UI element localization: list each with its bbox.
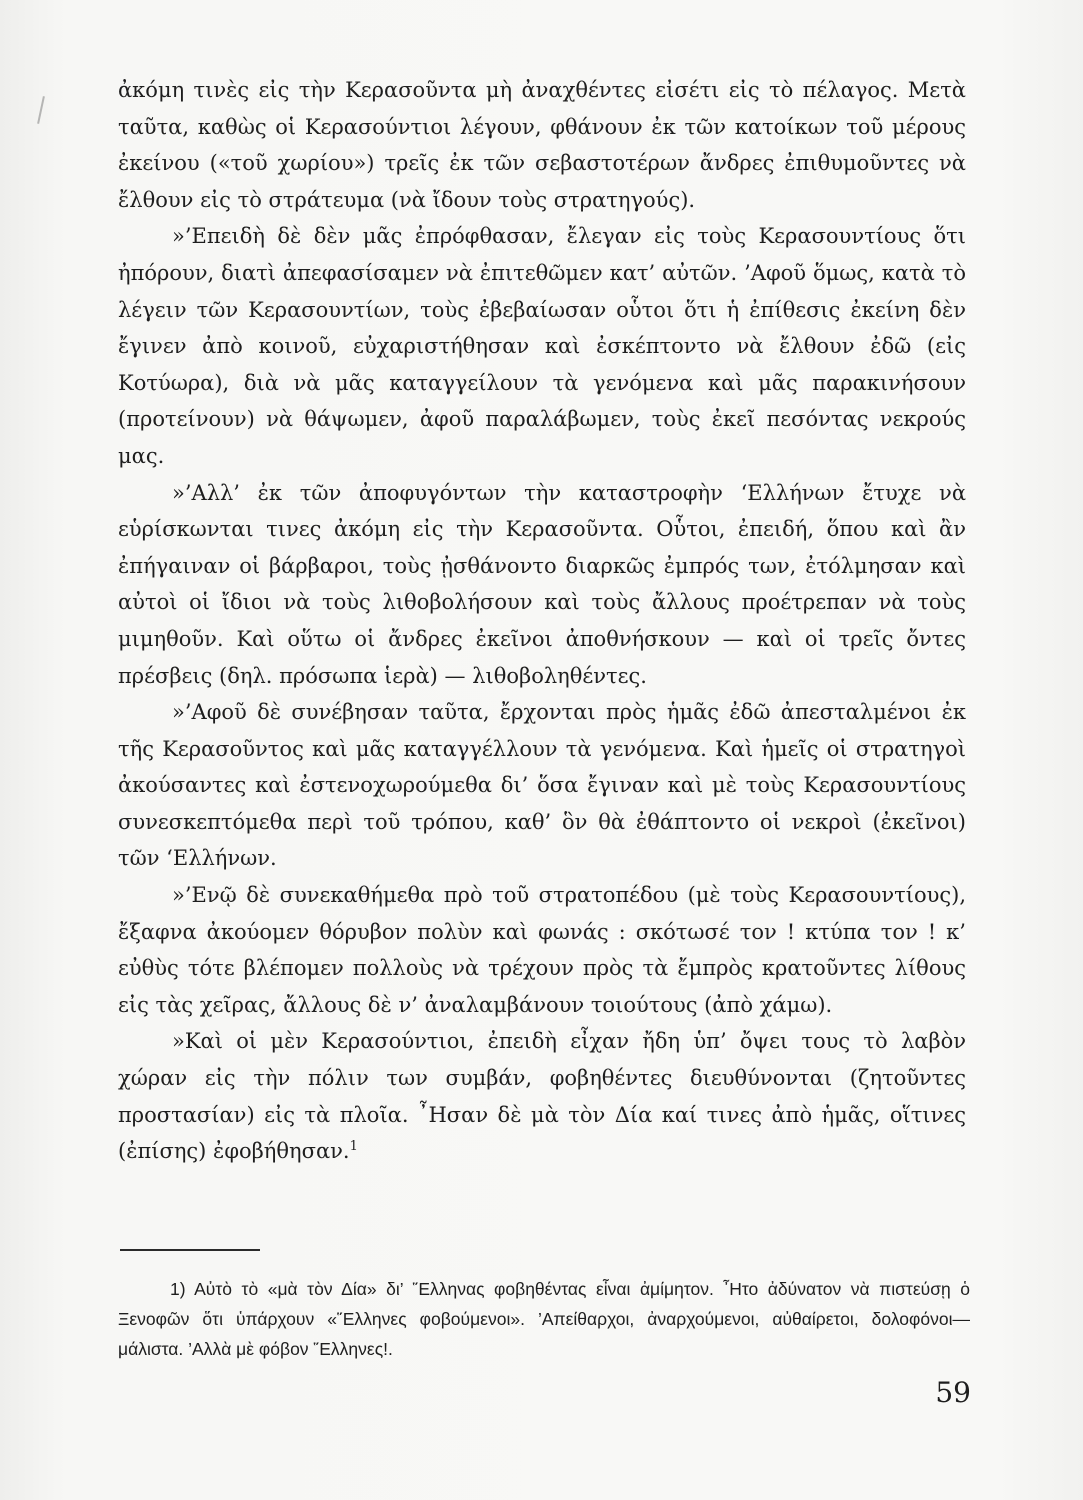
paragraph-3: »’Αλλ’ ἐκ τῶν ἀποφυγόντων τὴν καταστροφὴν ‘Ελλήνων ἔτυχε νὰ εὑρίσκωνται τινες ἀκόμη εἰς τὴν Κερασοῦντα. Οὗτοι, ἐπειδή, ὅπου καὶ ἂν ἐπήγαιναν οἱ βάρβαροι, τοὺς ᾐσθάνοντο διαρκῶς ἐμπρός των, ἐτόλμησαν καὶ αὐτοὶ οἱ ἴδιοι νὰ τοὺς λιθοβολήσουν καὶ τοὺς ἄλλους προέτρεπαν νὰ τοὺς μιμηθοῦν. Καὶ οὕτω οἱ ἄνδρες ἐκεῖνοι ἀποθνήσκουν — καὶ οἱ τρεῖς ὄντες πρέσβεις (δηλ. πρόσωπα ἱερὰ) — λιθοβοληθέντες. xyxy=(118,480,966,688)
footnote-divider xyxy=(120,1249,260,1251)
footnote-reference: 1 xyxy=(349,1139,358,1155)
paragraph-2: »’Επειδὴ δὲ δὲν μᾶς ἐπρόφθασαν, ἔλεγαν εἰς τοὺς Κερασουντίους ὅτι ἠπόρουν, διατὶ ἀπεφασίσαμεν νὰ ἐπιτεθῶμεν κατ’ αὐτῶν. ’Αφοῦ ὅμως, κατὰ τὸ λέγειν τῶν Κερασουντίων, τοὺς ἐβεβαίωσαν οὗτοι ὅτι ἡ ἐπίθεσις ἐκείνη δὲν ἔγινεν ἀπὸ κοινοῦ, εὐχαριστήθησαν καὶ ἐσκέπτοντο νὰ ἔλθουν ἐδῶ (εἰς Κοτύωρα), διὰ νὰ μᾶς καταγγείλουν τὰ γενόμενα καὶ μᾶς παρακινήσουν (προτείνουν) νὰ θάψωμεν, ἀφοῦ παραλάβωμεν, τοὺς ἐκεῖ πεσόντας νεκρούς μας. xyxy=(118,224,966,468)
paragraph-6 xyxy=(118,1023,966,1169)
page-number: 59 xyxy=(935,1376,971,1409)
main-text xyxy=(118,72,966,1170)
footnotes xyxy=(118,1274,970,1364)
paragraph-1: ἀκόμη τινὲς εἰς τὴν Κερασοῦντα μὴ ἀναχθέντες εἰσέτι εἰς τὸ πέλαγος. Μετὰ ταῦτα, καθὼς οἱ Κερασούντιοι λέγουν, φθάνουν ἐκ τῶν κατοίκων τοῦ μέρους ἐκείνου («τοῦ χωρίου») τρεῖς ἐκ τῶν σεβαστοτέρων ἄνδρες ἐπιθυμοῦντες νὰ ἔλθουν εἰς τὸ στράτευμα (νὰ ἴδουν τοὺς στρατηγούς). xyxy=(118,78,966,212)
paragraph-5: »’Ενῷ δὲ συνεκαθήμεθα πρὸ τοῦ στρατοπέδου (μὲ τοὺς Κερασουντίους), ἔξαφνα ἀκούομεν θόρυβον πολὺν καὶ φωνάς : σκότωσέ τον ! κτύπα τον ! κ’ εὐθὺς τότε βλέπομεν πολλοὺς νὰ τρέχουν πρὸς τὰ ἔμπρὸς κρατοῦντες λίθους εἰς τὰς χεῖρας, ἄλλους δὲ ν’ ἀναλαμβάνουν τοιούτους (ἀπὸ χάμω). xyxy=(118,883,966,1017)
footnote-1: 1) Αὐτὸ τὸ «μὰ τὸν Δία» δι’ ῞Ελληνας φοβηθέντας εἶναι ἀμίμητον. ῏Ητο ἀδύνατον νὰ πιστεύσῃ ὁ Ξενοφῶν ὅτι ὑπάρχουν «῞Ελληνες φοβούμενοι». ’Απείθαρχοι, ἀναρχούμενοι, αὐθαίρετοι, δολοφόνοι—μάλιστα. ’Αλλὰ μὲ φόβον ῞Ελληνες!. xyxy=(118,1279,970,1359)
margin-pencil-mark xyxy=(37,96,45,124)
paragraph-6-text: »Καὶ οἱ μὲν Κερασούντιοι, ἐπειδὴ εἶχαν ἤδη ὑπ’ ὄψει τους τὸ λαβὸν χώραν εἰς τὴν πόλιν των συμβάν, φοβηθέντες διευθύνονται (ζητοῦντες προστασίαν) εἰς τὰ πλοῖα. ῏Ησαν δὲ μὰ τὸν Δία καί τινες ἀπὸ ἡμᾶς, οἵτινες (ἐπίσης) ἐφοβήθησαν. xyxy=(118,1029,966,1164)
paragraph-4: »’Αφοῦ δὲ συνέβησαν ταῦτα, ἔρχονται πρὸς ἡμᾶς ἐδῶ ἀπεσταλμένοι ἐκ τῆς Κερασοῦντος καὶ μᾶς καταγγέλλουν τὰ γενόμενα. Καὶ ἡμεῖς οἱ στρατηγοὶ ἀκούσαντες καὶ ἐστενοχωρούμεθα δι’ ὅσα ἔγιναν καὶ μὲ τοὺς Κερασουντίους συνεσκεπτόμεθα περὶ τοῦ τρόπου, καθ’ ὃν θὰ ἐθάπτοντο οἱ νεκροὶ (ἐκεῖνοι) τῶν ‘Ελλήνων. xyxy=(118,700,966,871)
